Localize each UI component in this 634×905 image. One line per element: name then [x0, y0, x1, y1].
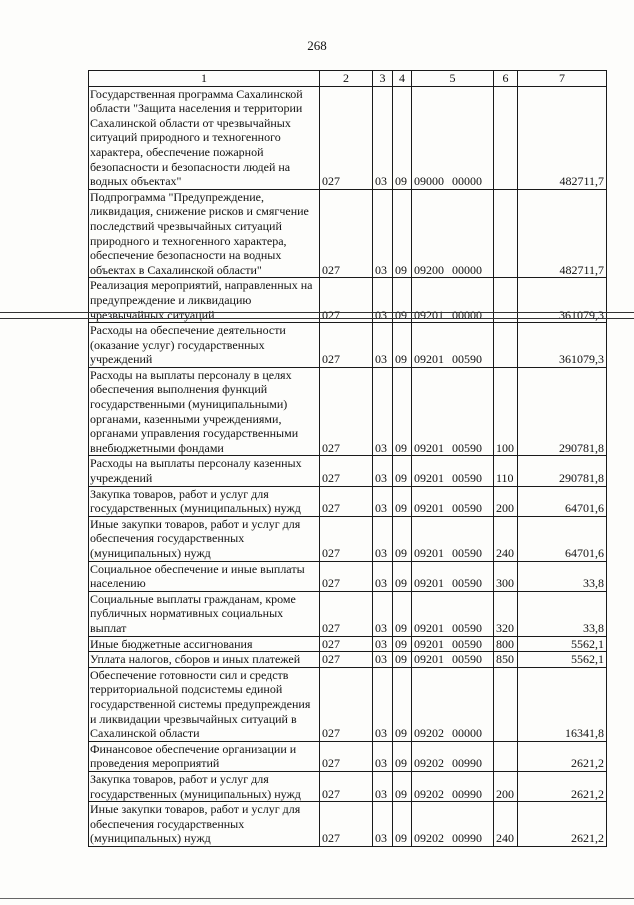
target-article-code: [412, 802, 494, 847]
amount: 361079,3: [518, 323, 607, 368]
target-article-code: [412, 652, 494, 668]
expense-type-code: [494, 741, 518, 771]
program-code: 09202: [414, 831, 444, 846]
expense-type-code: 110: [494, 456, 518, 486]
expense-type-code: 800: [494, 636, 518, 652]
row-name: Реализация мероприятий, направленных на предупреждение и ликвидацию чрезвычайных ситуаций: [89, 278, 320, 323]
row-name: Расходы на выплаты персоналу казенных учреждений: [89, 456, 320, 486]
direction-code: 00590: [452, 652, 482, 667]
scan-strike-line: [0, 318, 634, 319]
table-row: [89, 561, 607, 591]
program-code: 09201: [414, 576, 444, 591]
table-row: [89, 367, 607, 456]
target-article-code: [412, 189, 494, 278]
table-row: [89, 771, 607, 801]
table-row: [89, 86, 607, 189]
ministry-code: 027: [320, 652, 373, 668]
page-bottom-edge: [0, 898, 634, 899]
row-name: Закупка товаров, работ и услуг для государственных (муниципальных) нужд: [89, 771, 320, 801]
row-name: Государственная программа Сахалинской области "Защита населения и территории Сахалинской области от чрезвычайных ситуаций природного и техногенного характера, обеспечение пожарной безопасности и безопасности людей на водных объектах": [89, 86, 320, 189]
header-cell: 4: [393, 71, 412, 87]
subsection-code: 09: [393, 652, 412, 668]
row-name: Обеспечение готовности сил и средств территориальной подсистемы единой государственной системы предупреждения и ликвидации чрезвычайных ситуаций в Сахалинской области: [89, 667, 320, 741]
target-article-code: [412, 741, 494, 771]
ministry-code: 027: [320, 771, 373, 801]
direction-code: 00590: [452, 636, 482, 651]
row-name: Иные закупки товаров, работ и услуг для обеспечения государственных (муниципальных) нужд: [89, 802, 320, 847]
subsection-code: 09: [393, 636, 412, 652]
table-row: [89, 323, 607, 368]
section-code: 03: [373, 367, 393, 456]
direction-code: 00000: [452, 726, 482, 741]
program-code: 09202: [414, 786, 444, 801]
ministry-code: 027: [320, 486, 373, 516]
program-code: 09201: [414, 307, 444, 322]
row-name: Подпрограмма "Предупреждение, ликвидация, снижение рисков и смягчение последствий чрезвычайных ситуаций природного и техногенного характера, обеспечение безопасности на водных объектах в Сахалинской области": [89, 189, 320, 278]
direction-code: 00590: [452, 471, 482, 486]
expense-type-code: 300: [494, 561, 518, 591]
amount: 2621,2: [518, 771, 607, 801]
ministry-code: 027: [320, 516, 373, 561]
ministry-code: 027: [320, 667, 373, 741]
ministry-code: 027: [320, 189, 373, 278]
section-code: 03: [373, 591, 393, 636]
direction-code: 00590: [452, 576, 482, 591]
direction-code: 00990: [452, 831, 482, 846]
ministry-code: 027: [320, 802, 373, 847]
amount: 33,8: [518, 591, 607, 636]
subsection-code: 09: [393, 741, 412, 771]
program-code: 09202: [414, 756, 444, 771]
amount: 33,8: [518, 561, 607, 591]
amount: 482711,7: [518, 86, 607, 189]
section-code: 03: [373, 667, 393, 741]
subsection-code: 09: [393, 516, 412, 561]
header-row: [89, 71, 607, 87]
amount: 290781,8: [518, 456, 607, 486]
header-cell: 7: [518, 71, 607, 87]
section-code: 03: [373, 323, 393, 368]
target-article-code: [412, 323, 494, 368]
target-article-code: [412, 86, 494, 189]
subsection-code: 09: [393, 456, 412, 486]
expense-type-code: 100: [494, 367, 518, 456]
direction-code: 00990: [452, 786, 482, 801]
program-code: 09201: [414, 471, 444, 486]
header-cell: 2: [320, 71, 373, 87]
subsection-code: 09: [393, 591, 412, 636]
expense-type-code: 240: [494, 802, 518, 847]
table-row: [89, 652, 607, 668]
expense-type-code: [494, 189, 518, 278]
table-row: [89, 486, 607, 516]
amount: 5562,1: [518, 636, 607, 652]
program-code: 09202: [414, 726, 444, 741]
direction-code: 00000: [452, 262, 482, 277]
direction-code: 00000: [452, 174, 482, 189]
direction-code: 00000: [452, 307, 482, 322]
target-article-code: [412, 278, 494, 323]
subsection-code: 09: [393, 367, 412, 456]
ministry-code: 027: [320, 591, 373, 636]
program-code: 09201: [414, 352, 444, 367]
subsection-code: 09: [393, 86, 412, 189]
scan-strike-line: [0, 312, 634, 313]
amount: 2621,2: [518, 741, 607, 771]
page-number: 268: [307, 38, 327, 53]
amount: 2621,2: [518, 802, 607, 847]
target-article-code: [412, 516, 494, 561]
target-article-code: [412, 561, 494, 591]
target-article-code: [412, 636, 494, 652]
expense-type-code: 200: [494, 771, 518, 801]
ministry-code: 027: [320, 636, 373, 652]
table-row: [89, 516, 607, 561]
program-code: 09201: [414, 636, 444, 651]
expense-type-code: [494, 667, 518, 741]
table-row: [89, 278, 607, 323]
row-name: Закупка товаров, работ и услуг для государственных (муниципальных) нужд: [89, 486, 320, 516]
row-name: Расходы на выплаты персоналу в целях обеспечения выполнения функций государственными (муниципальными) органами, казенными учреждениями, органами управления государственными внебюджетными фондами: [89, 367, 320, 456]
program-code: 09201: [414, 440, 444, 455]
row-name: Социальные выплаты гражданам, кроме публичных нормативных социальных выплат: [89, 591, 320, 636]
program-code: 09201: [414, 501, 444, 516]
subsection-code: 09: [393, 561, 412, 591]
table-row: [89, 636, 607, 652]
program-code: 09000: [414, 174, 444, 189]
section-code: 03: [373, 741, 393, 771]
subsection-code: 09: [393, 486, 412, 516]
direction-code: 00590: [452, 501, 482, 516]
direction-code: 00990: [452, 756, 482, 771]
table-row: [89, 591, 607, 636]
subsection-code: 09: [393, 771, 412, 801]
expense-type-code: 200: [494, 486, 518, 516]
amount: 64701,6: [518, 486, 607, 516]
row-name: Расходы на обеспечение деятельности (оказание услуг) государственных учреждений: [89, 323, 320, 368]
row-name: Иные закупки товаров, работ и услуг для обеспечения государственных (муниципальных) нужд: [89, 516, 320, 561]
expense-type-code: [494, 278, 518, 323]
program-code: 09201: [414, 546, 444, 560]
amount: 482711,7: [518, 189, 607, 278]
row-name: Иные бюджетные ассигнования: [89, 636, 320, 652]
amount: 64701,6: [518, 516, 607, 561]
program-code: 09201: [414, 652, 444, 667]
ministry-code: 027: [320, 323, 373, 368]
direction-code: 00590: [452, 620, 482, 635]
amount: 361079,3: [518, 278, 607, 323]
table-row: [89, 741, 607, 771]
header-cell: 5: [412, 71, 494, 87]
ministry-code: 027: [320, 367, 373, 456]
table-row: [89, 802, 607, 847]
amount: 16341,8: [518, 667, 607, 741]
target-article-code: [412, 771, 494, 801]
section-code: 03: [373, 486, 393, 516]
section-code: 03: [373, 278, 393, 323]
direction-code: 00590: [452, 440, 482, 455]
section-code: 03: [373, 561, 393, 591]
section-code: 03: [373, 456, 393, 486]
ministry-code: 027: [320, 278, 373, 323]
target-article-code: [412, 367, 494, 456]
amount: 5562,1: [518, 652, 607, 668]
table-row: [89, 456, 607, 486]
ministry-code: 027: [320, 741, 373, 771]
section-code: 03: [373, 636, 393, 652]
subsection-code: 09: [393, 189, 412, 278]
section-code: 03: [373, 86, 393, 189]
header-cell: 1: [89, 71, 320, 87]
table-row: [89, 667, 607, 741]
target-article-code: [412, 456, 494, 486]
section-code: 03: [373, 189, 393, 278]
expense-type-code: [494, 323, 518, 368]
section-code: 03: [373, 802, 393, 847]
row-name: Финансовое обеспечение организации и проведения мероприятий: [89, 741, 320, 771]
expense-type-code: 240: [494, 516, 518, 561]
expense-type-code: 850: [494, 652, 518, 668]
row-name: Социальное обеспечение и иные выплаты населению: [89, 561, 320, 591]
direction-code: 00590: [452, 352, 482, 367]
budget-table: [88, 70, 607, 847]
ministry-code: 027: [320, 456, 373, 486]
section-code: 03: [373, 516, 393, 561]
target-article-code: [412, 486, 494, 516]
table-row: [89, 189, 607, 278]
subsection-code: 09: [393, 278, 412, 323]
program-code: 09200: [414, 262, 444, 277]
section-code: 03: [373, 771, 393, 801]
header-cell: 6: [494, 71, 518, 87]
target-article-code: [412, 667, 494, 741]
expense-type-code: [494, 86, 518, 189]
program-code: 09201: [414, 620, 444, 635]
expense-type-code: 320: [494, 591, 518, 636]
subsection-code: 09: [393, 323, 412, 368]
subsection-code: 09: [393, 802, 412, 847]
ministry-code: 027: [320, 86, 373, 189]
section-code: 03: [373, 652, 393, 668]
ministry-code: 027: [320, 561, 373, 591]
subsection-code: 09: [393, 667, 412, 741]
row-name: Уплата налогов, сборов и иных платежей: [89, 652, 320, 668]
amount: 290781,8: [518, 367, 607, 456]
header-cell: 3: [373, 71, 393, 87]
direction-code: 00590: [452, 546, 482, 560]
target-article-code: [412, 591, 494, 636]
